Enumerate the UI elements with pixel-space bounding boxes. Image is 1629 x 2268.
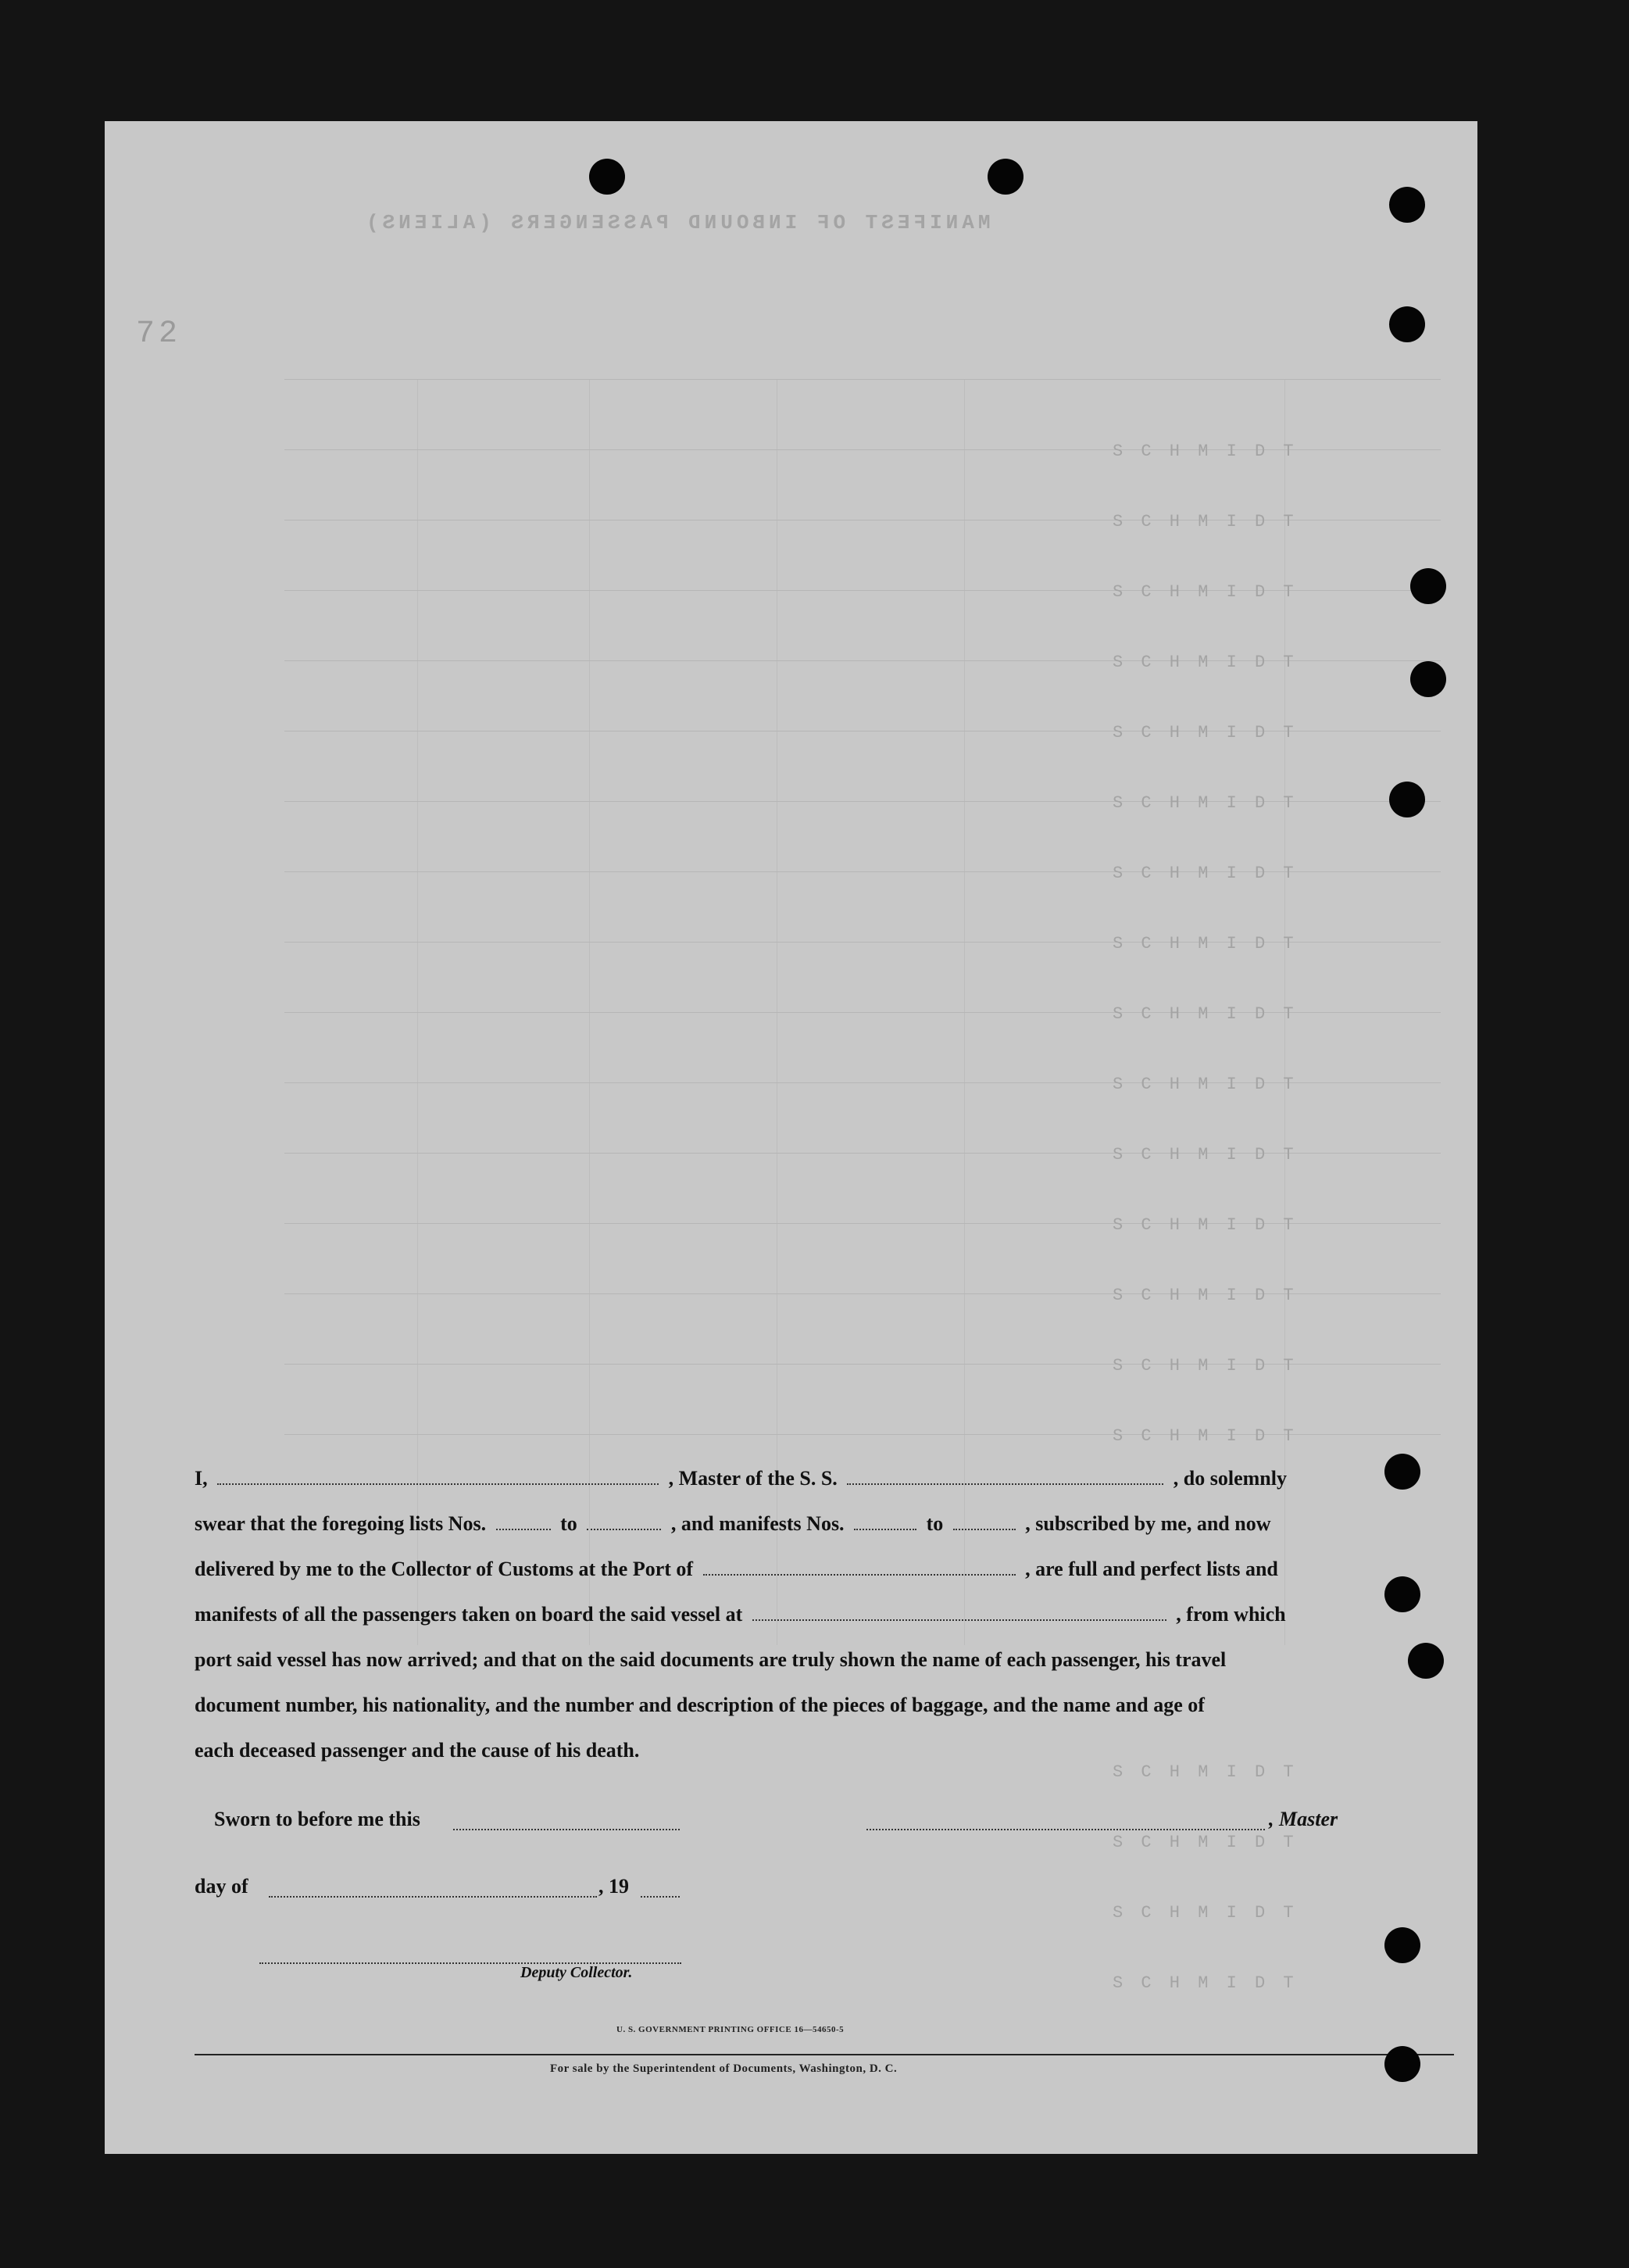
bleed-through-surname: S C H M I D T — [1113, 1973, 1298, 1993]
oath-text: , from which — [1176, 1603, 1286, 1626]
punch-hole — [1408, 1643, 1444, 1679]
oath-text: , Master of the S. S. — [668, 1467, 838, 1490]
bleed-through-surname: S C H M I D T — [1113, 1426, 1298, 1446]
sworn-date-blank[interactable] — [453, 1828, 680, 1830]
master-label: , Master — [1269, 1808, 1338, 1830]
bleed-through-surname: S C H M I D T — [1113, 1215, 1298, 1235]
bleed-through-surname: S C H M I D T — [1113, 442, 1298, 461]
bleed-through-surname: S C H M I D T — [1113, 1833, 1298, 1852]
oath-line-2 — [195, 1512, 1454, 1536]
port-of-departure-blank[interactable] — [752, 1619, 1166, 1621]
manifest-page — [105, 121, 1477, 2154]
oath-text: , and manifests Nos. — [670, 1512, 845, 1535]
punch-hole — [1384, 1927, 1420, 1963]
oath-line-7: each deceased passenger and the cause of his death. — [195, 1739, 640, 1762]
oath-line-5: port said vessel has now arrived; and that on the said documents are truly shown the name of each passenger, his travel — [195, 1648, 1227, 1671]
day-blank[interactable] — [269, 1895, 597, 1898]
deputy-collector-label: Deputy Collector. — [520, 1964, 633, 1981]
oath-text: manifests of all the passengers taken on board the said vessel at — [195, 1603, 743, 1626]
name-blank[interactable] — [217, 1483, 659, 1485]
master-signature-blank[interactable] — [866, 1828, 1265, 1830]
list-number-from-blank[interactable] — [496, 1528, 551, 1530]
bleed-through-page-number: 72 — [136, 317, 182, 352]
oath-text: delivered by me to the Collector of Customs at the Port of — [195, 1558, 694, 1580]
sworn-label: Sworn to before me this — [214, 1808, 420, 1830]
oath-text: , subscribed by me, and now — [1025, 1512, 1271, 1535]
punch-hole — [1389, 782, 1425, 817]
bleed-through-surname: S C H M I D T — [1113, 864, 1298, 883]
oath-line-1 — [195, 1467, 1454, 1490]
punch-hole — [1410, 661, 1446, 697]
bleed-through-surname: S C H M I D T — [1113, 653, 1298, 672]
bleed-through-heading: MANIFEST OF INBOUND PASSENGERS (ALIENS) — [363, 211, 991, 234]
punch-hole — [1384, 1454, 1420, 1490]
manifest-number-to-blank[interactable] — [953, 1528, 1016, 1530]
port-of-arrival-blank[interactable] — [703, 1573, 1016, 1576]
bleed-through-surname: S C H M I D T — [1113, 1286, 1298, 1305]
list-number-to-blank[interactable] — [587, 1528, 661, 1530]
manifest-number-from-blank[interactable] — [854, 1528, 916, 1530]
bleed-through-surname: S C H M I D T — [1113, 1903, 1298, 1923]
year-label: , 19 — [598, 1875, 629, 1898]
bleed-through-surname: S C H M I D T — [1113, 1075, 1298, 1094]
bleed-through-surname: S C H M I D T — [1113, 793, 1298, 813]
bleed-through-surname: S C H M I D T — [1113, 1004, 1298, 1024]
day-of-label: day of — [195, 1875, 248, 1898]
for-sale-note: For sale by the Superintendent of Documents, Washington, D. C. — [550, 2062, 898, 2075]
oath-line-6: document number, his nationality, and the number and description of the pieces of baggage, and the name and age of — [195, 1694, 1205, 1716]
punch-hole — [1389, 306, 1425, 342]
printing-office-note: U. S. GOVERNMENT PRINTING OFFICE 16—54650-5 — [616, 2025, 845, 2034]
bleed-row-rule — [284, 379, 1441, 380]
bleed-through-surname: S C H M I D T — [1113, 582, 1298, 602]
punch-hole — [1384, 2046, 1420, 2082]
bleed-through-surname: S C H M I D T — [1113, 1762, 1298, 1782]
punch-hole — [988, 159, 1023, 195]
bleed-through-surname: S C H M I D T — [1113, 934, 1298, 953]
year-blank[interactable] — [641, 1895, 680, 1898]
oath-line-4 — [195, 1603, 1454, 1626]
oath-line-3 — [195, 1558, 1454, 1581]
oath-text: , are full and perfect lists and — [1025, 1558, 1278, 1580]
punch-hole — [1384, 1576, 1420, 1612]
ship-name-blank[interactable] — [847, 1483, 1163, 1485]
oath-text: , do solemnly — [1173, 1467, 1287, 1490]
oath-text: swear that the foregoing lists Nos. — [195, 1512, 487, 1535]
punch-hole — [589, 159, 625, 195]
bleed-through-surname: S C H M I D T — [1113, 723, 1298, 742]
oath-text: I, — [195, 1467, 208, 1490]
bleed-through-surname: S C H M I D T — [1113, 1356, 1298, 1375]
punch-hole — [1410, 568, 1446, 604]
oath-text: to — [560, 1512, 577, 1535]
bleed-through-surname: S C H M I D T — [1113, 512, 1298, 531]
bleed-through-surname: S C H M I D T — [1113, 1145, 1298, 1164]
punch-hole — [1389, 187, 1425, 223]
oath-text: to — [926, 1512, 944, 1535]
footer-rule — [195, 2054, 1454, 2055]
